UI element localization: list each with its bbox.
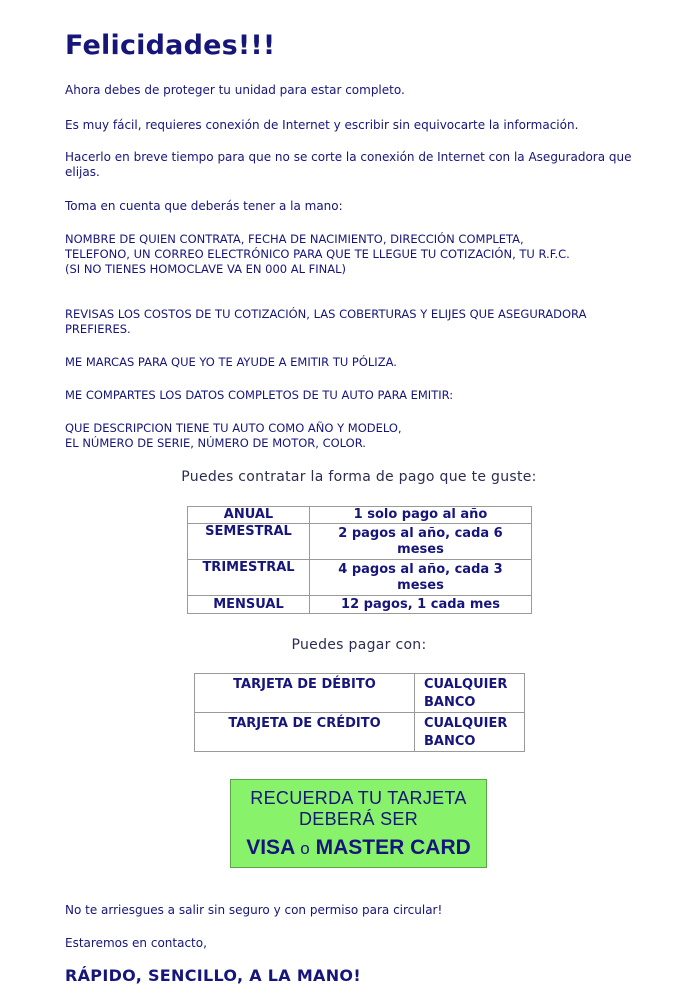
car-details-block [65,421,645,451]
bank-cell: CUALQUIER BANCO [415,713,525,752]
mastercard-label: MASTER CARD [315,836,471,859]
car-data-text: ME COMPARTES LOS DATOS COMPLETOS DE TU AUTO PARA EMITIR: [65,388,454,402]
car-details-line: QUE DESCRIPCION TIENE TU AUTO COMO AÑO Y MODELO, [65,421,402,435]
contact-text: Estaremos en contacto, [65,936,207,950]
review-text: REVISAS LOS COSTOS DE TU COTIZACIÓN, LAS COBERTURAS Y ELIJES QUE ASEGURADORA PREFIERES. [65,307,587,336]
payment-methods-title: Puedes pagar con: [291,637,427,653]
requirements-text: Es muy fácil, requieres conexión de Internet y escribir sin equivocarte la información. [65,118,579,132]
slogan: RÁPIDO, SENCILLO, A LA MANO! [65,966,361,985]
plan-cell: MENSUAL [188,596,310,614]
card-brands [231,836,486,861]
reminder-line: DEBERÁ SER [298,809,419,829]
table-row [195,674,525,713]
table-row [188,560,532,596]
reminder-line: RECUERDA TU TARJETA [250,788,467,808]
payment-methods-table [194,673,525,752]
card-type-cell: TARJETA DE CRÉDITO [195,713,415,752]
plan-desc-cell: 4 pagos al año, cada 3 meses [310,560,532,596]
plan-cell: SEMESTRAL [188,524,310,560]
table-row [188,596,532,614]
table-row [195,713,525,752]
or-label: o [300,839,310,858]
table-row [188,524,532,560]
card-reminder-box [230,779,487,868]
page-title: Felicidades!!! [65,30,276,61]
required-data-block [65,232,645,277]
plan-desc-cell: 2 pagos al año, cada 6 meses [310,524,532,560]
card-type-cell: TARJETA DE DÉBITO [195,674,415,713]
plan-desc-cell: 1 solo pago al año [310,507,532,524]
car-details-line: EL NÚMERO DE SERIE, NÚMERO DE MOTOR, COLOR. [65,436,366,450]
visa-label: VISA [246,836,295,859]
bank-cell: CUALQUIER BANCO [415,674,525,713]
intro-text: Ahora debes de proteger tu unidad para estar completo. [65,83,405,97]
warning-text: No te arriesgues a salir sin seguro y con permiso para circular! [65,903,443,917]
plan-cell: ANUAL [188,507,310,524]
payment-forms-table [187,506,532,614]
timing-text: Hacerlo en breve tiempo para que no se corte la conexión de Internet con la Aseguradora que elijas. [65,150,632,179]
required-data-line: TELEFONO, UN CORREO ELECTRÓNICO PARA QUE TE LLEGUE TU COTIZACIÓN, TU R.F.C. [65,247,570,261]
checklist-intro: Toma en cuenta que deberás tener a la mano: [65,199,343,213]
required-data-line: (SI NO TIENES HOMOCLAVE VA EN 000 AL FINAL) [65,262,347,276]
plan-desc-cell: 12 pagos, 1 cada mes [310,596,532,614]
payment-forms-title: Puedes contratar la forma de pago que te guste: [181,469,537,485]
plan-cell: TRIMESTRAL [188,560,310,596]
table-row [188,507,532,524]
call-me-text: ME MARCAS PARA QUE YO TE AYUDE A EMITIR TU PÓLIZA. [65,355,397,369]
required-data-line: NOMBRE DE QUIEN CONTRATA, FECHA DE NACIMIENTO, DIRECCIÓN COMPLETA, [65,232,524,246]
